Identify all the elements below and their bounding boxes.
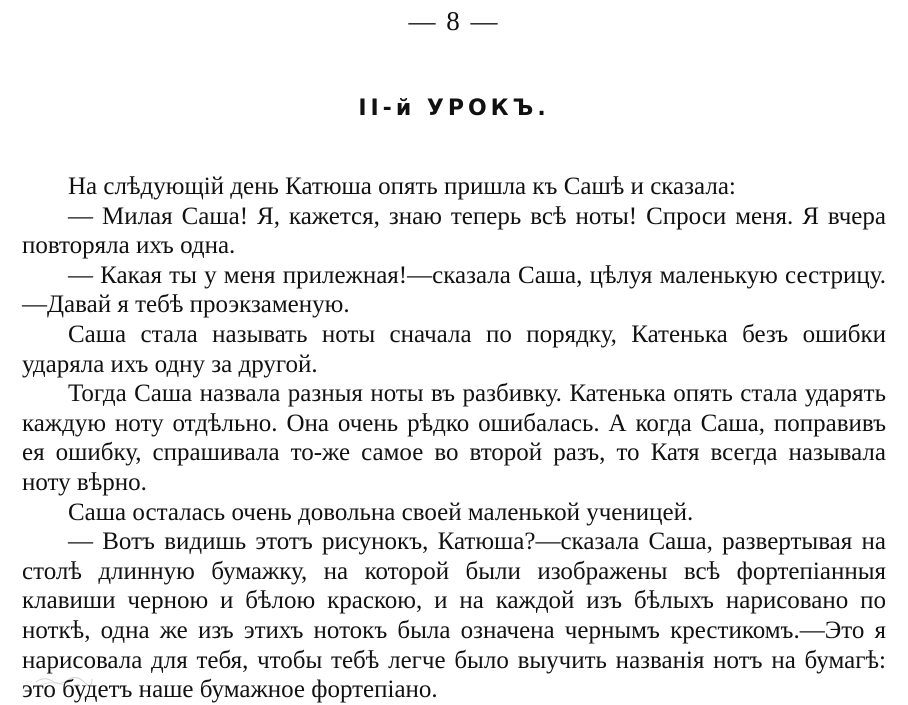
ink-smudge (34, 672, 94, 688)
paragraph: Саша стала называть ноты сначала по порядку, Катенька безъ ошибки ударяла ихъ одну за другой. (22, 320, 886, 378)
paragraph: — Какая ты у меня прилежная!—сказала Саша, цѣлуя маленькую сестрицу.—Давай я тебѣ проэкзаменую. (22, 261, 886, 319)
paragraph: — Милая Саша! Я, кажется, знаю теперь всѣ ноты! Спроси меня. Я вчера повторяла ихъ одна. (22, 202, 886, 260)
paragraph: На слѣдующій день Катюша опять пришла къ Сашѣ и сказала: (68, 173, 736, 200)
page-number: — 8 — (408, 6, 500, 36)
paragraph: — Вотъ видишь этотъ рисунокъ, Катюша?—сказала Саша, развертывая на столѣ длинную бумажку, на которой были изображены всѣ фортепіанныя клавиши черною и бѣлою краскою, и на каждой изъ бѣлыхъ нарисовано по ноткѣ, одна же изъ этихъ нотокъ была означена чернымъ крестикомъ.—Это я нарисовала для тебя, чтобы тебѣ легче было выучить названія нотъ на бумагѣ: это будетъ наше бумажное фортепіано. (22, 528, 886, 704)
paragraph: Саша осталась очень довольна своей маленькой ученицей. (68, 498, 694, 526)
body-text (22, 172, 886, 705)
paragraph: Тогда Саша назвала разныя ноты въ разбивку. Катенька опять стала ударять каждую ноту отдѣльно. Она очень рѣдко ошибалась. А когда Саша, поправивъ ея ошибку, спрашивала то-же самое во второй разъ, то Катя всегда называла ноту вѣрно. (22, 380, 886, 496)
lesson-title: II-й УРОКЪ. (358, 96, 550, 121)
